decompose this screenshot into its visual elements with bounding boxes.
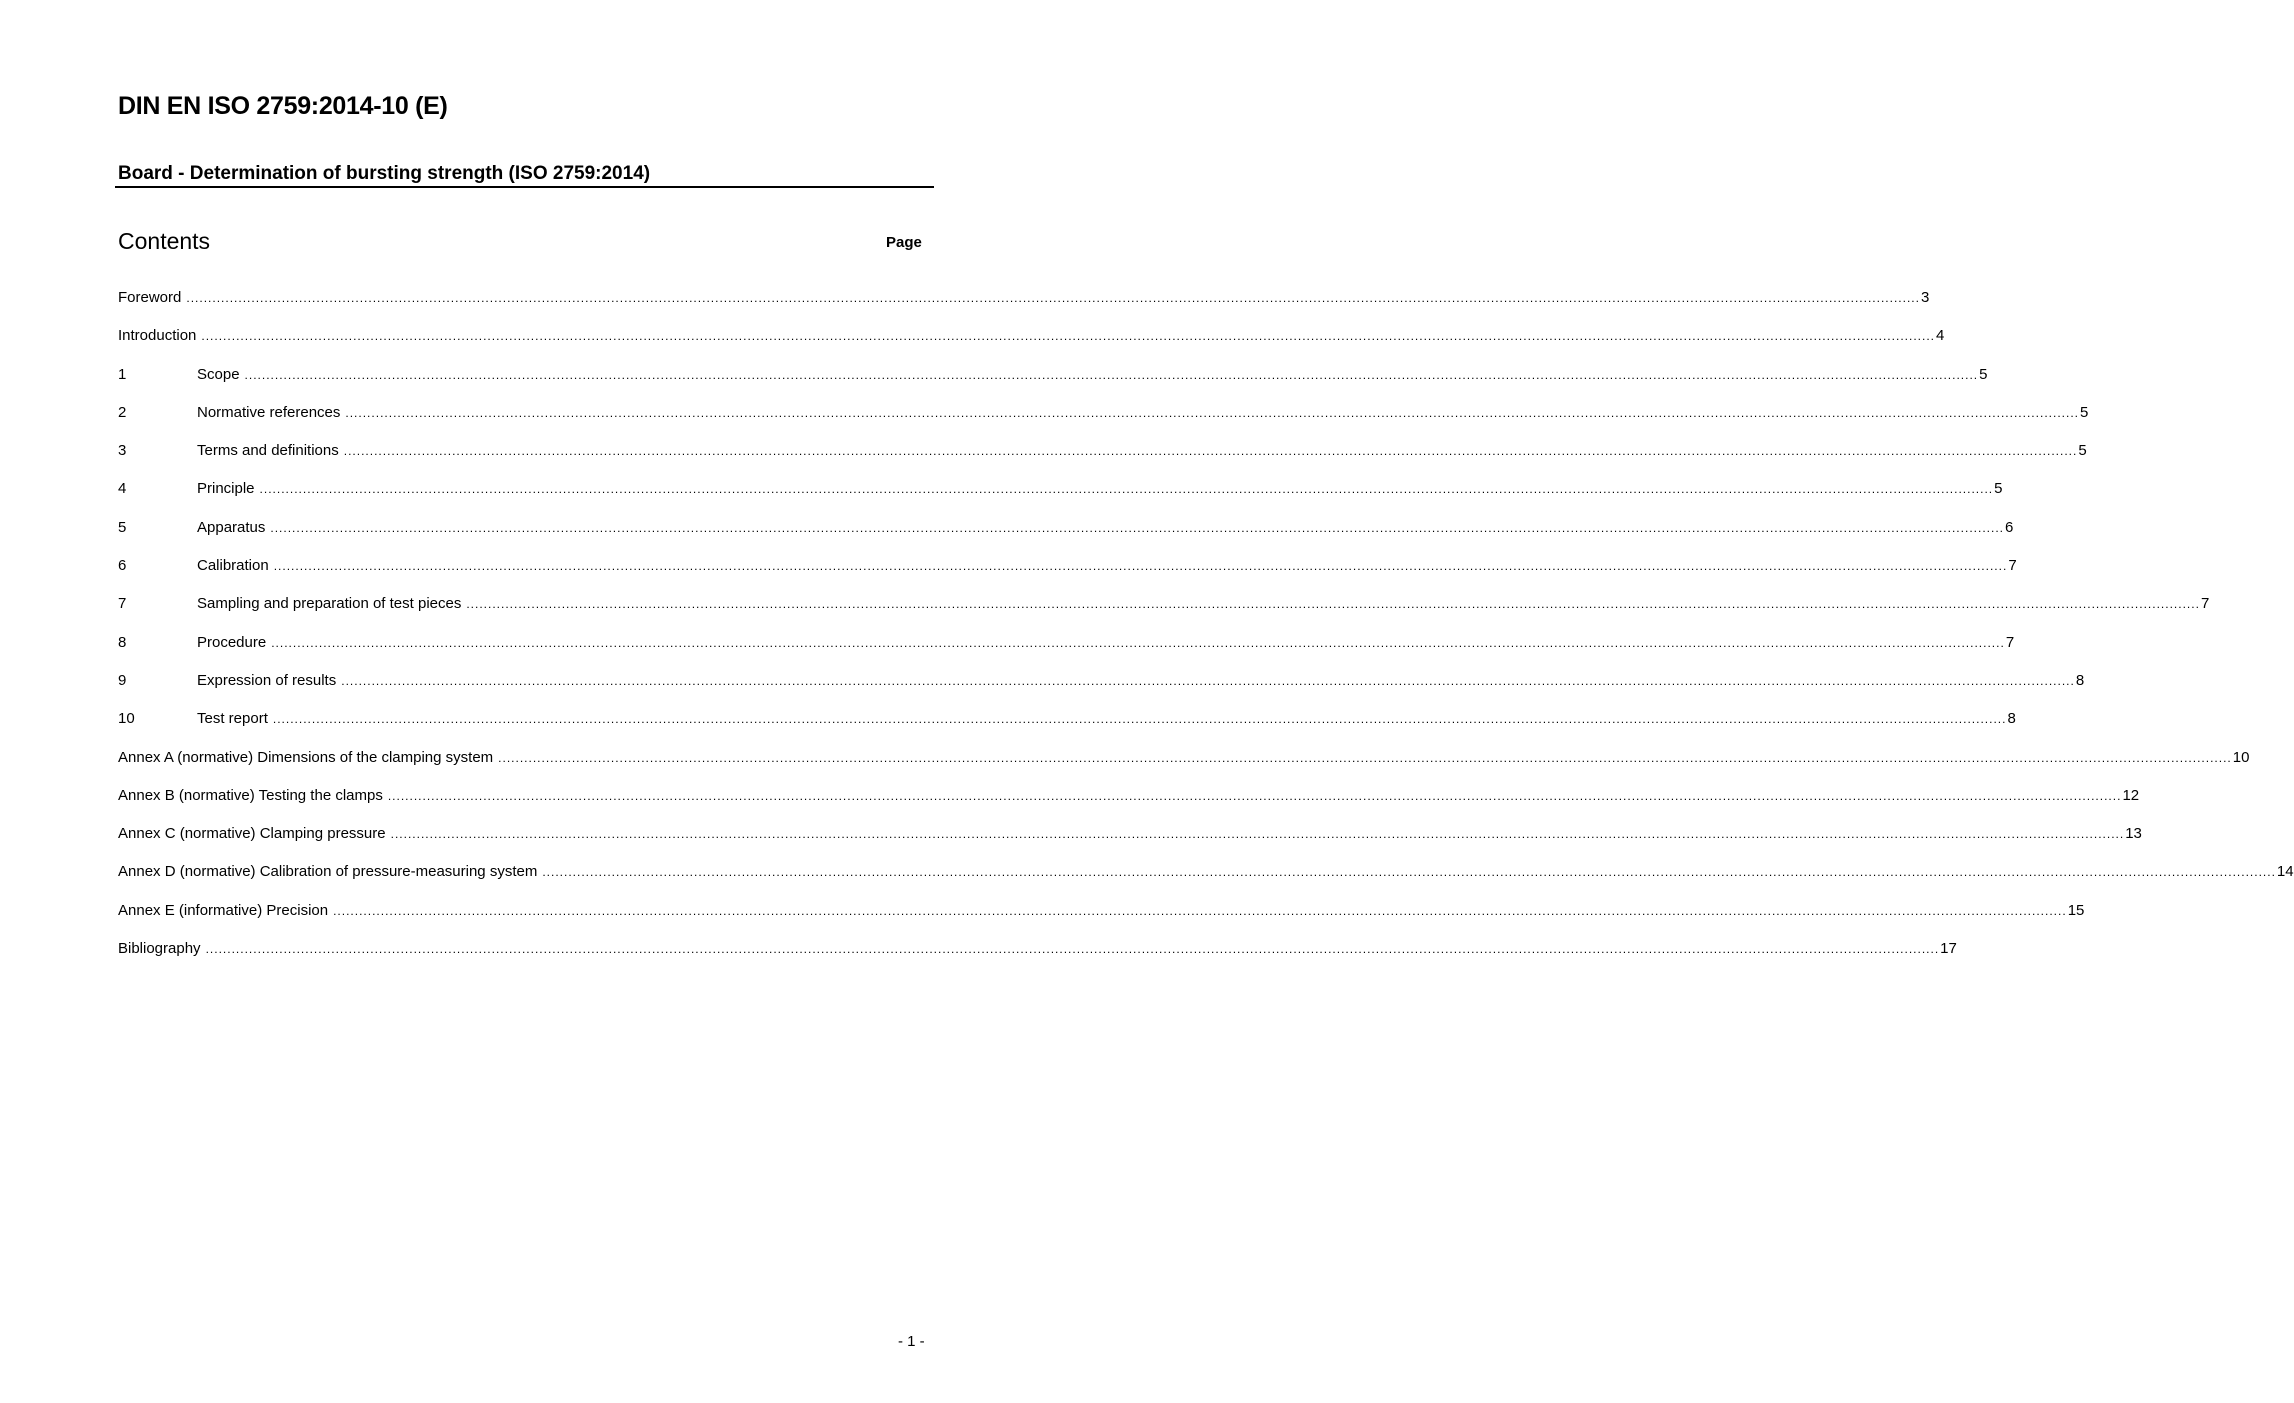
toc-entry[interactable] <box>118 863 2294 901</box>
toc-entry-title: Introduction <box>118 327 197 345</box>
toc-entry-number: 10 <box>118 710 135 728</box>
toc-entry-number: 1 <box>118 365 127 383</box>
toc-entry-title: Annex D (normative) Calibration of pressure-measuring system <box>118 863 538 881</box>
toc-entry[interactable] <box>118 289 1930 327</box>
contents-heading: Contents <box>118 228 211 254</box>
subtitle-underline-rule <box>115 186 934 188</box>
toc-entry-page: 7 <box>2200 595 2210 613</box>
toc-dot-leader: ................................................................................................................................................................................................................................................................................................................................................................................................................ <box>466 597 2200 612</box>
page-number-footer: - 1 - <box>898 1333 925 1350</box>
toc-entry-title: Expression of results <box>197 671 337 689</box>
page-column-heading: Page <box>886 234 922 251</box>
toc-entry-title: Terms and definitions <box>197 442 339 460</box>
toc-entry-title: Sampling and preparation of test pieces <box>197 595 462 613</box>
toc-dot-leader: ................................................................................................................................................................................................................................................................................................................................................................................................................ <box>387 788 2122 803</box>
toc-entry[interactable] <box>118 327 1945 365</box>
toc-entry-page: 15 <box>2067 901 2085 919</box>
toc-entry-page: 17 <box>1940 940 1957 958</box>
toc-entry[interactable] <box>118 901 2085 940</box>
toc-entry-title: Procedure <box>197 633 267 651</box>
toc-entry[interactable] <box>118 403 2089 442</box>
toc-entry[interactable] <box>118 365 1988 404</box>
toc-entry[interactable] <box>118 633 2015 672</box>
toc-entry-page: 13 <box>2125 825 2142 843</box>
toc-entry-title: Annex A (normative) Dimensions of the clamping system <box>118 748 494 766</box>
toc-dot-leader: ................................................................................................................................................................................................................................................................................................................................................................................................................ <box>186 291 1920 305</box>
toc-entry-title: Foreword <box>118 289 182 306</box>
toc-entry-page: 10 <box>2232 748 2250 766</box>
toc-entry[interactable] <box>118 710 2016 748</box>
toc-entry-title: Annex B (normative) Testing the clamps <box>118 786 383 804</box>
toc-entry-title: Annex E (informative) Precision <box>118 901 329 919</box>
toc-entry-page: 7 <box>2005 633 2015 651</box>
toc-entry-number: 2 <box>118 403 127 421</box>
document-title: DIN EN ISO 2759:2014-10 (E) <box>118 92 448 120</box>
toc-entry-title: Apparatus <box>197 518 266 536</box>
toc-entry[interactable] <box>118 442 2087 480</box>
toc-entry-page: 5 <box>2079 403 2089 421</box>
toc-dot-leader: ................................................................................................................................................................................................................................................................................................................................................................................................................ <box>341 673 2075 688</box>
toc-entry[interactable] <box>118 825 2142 863</box>
toc-entry[interactable] <box>118 595 2210 633</box>
toc-entry[interactable] <box>118 671 2085 710</box>
toc-entry-number: 9 <box>118 671 127 689</box>
toc-entry-page: 8 <box>2075 671 2085 689</box>
table-of-contents <box>118 289 2294 978</box>
toc-dot-leader: ................................................................................................................................................................................................................................................................................................................................................................................................................ <box>390 827 2125 842</box>
toc-entry-title: Test report <box>197 710 268 728</box>
toc-entry-number: 7 <box>118 595 127 613</box>
toc-dot-leader: ................................................................................................................................................................................................................................................................................................................................................................................................................ <box>272 712 2007 727</box>
toc-entry-number: 3 <box>118 442 127 460</box>
toc-entry-page: 3 <box>1920 289 1930 306</box>
toc-entry-page: 4 <box>1935 327 1945 345</box>
toc-entry[interactable] <box>118 748 2250 787</box>
toc-entry-title: Scope <box>197 365 240 383</box>
toc-entry-title: Bibliography <box>118 940 201 958</box>
toc-entry[interactable] <box>118 557 2017 595</box>
toc-entry-title: Calibration <box>197 557 269 575</box>
toc-dot-leader: ................................................................................................................................................................................................................................................................................................................................................................................................................ <box>542 865 2276 880</box>
toc-dot-leader: ................................................................................................................................................................................................................................................................................................................................................................................................................ <box>345 405 2079 420</box>
toc-entry[interactable] <box>118 480 2003 518</box>
toc-entry-page: 7 <box>2008 557 2017 575</box>
toc-entry[interactable] <box>118 940 1957 978</box>
toc-dot-leader: ................................................................................................................................................................................................................................................................................................................................................................................................................ <box>270 520 2004 535</box>
toc-dot-leader: ................................................................................................................................................................................................................................................................................................................................................................................................................ <box>205 942 1940 957</box>
toc-entry-number: 6 <box>118 557 127 575</box>
toc-dot-leader: ................................................................................................................................................................................................................................................................................................................................................................................................................ <box>201 329 1935 344</box>
toc-entry-title: Normative references <box>197 403 341 421</box>
toc-entry-page: 6 <box>2004 518 2014 536</box>
toc-entry-number: 8 <box>118 633 127 651</box>
toc-entry-page: 12 <box>2122 786 2140 804</box>
toc-entry-page: 5 <box>1994 480 2003 498</box>
toc-dot-leader: ................................................................................................................................................................................................................................................................................................................................................................................................................ <box>343 444 2078 459</box>
toc-entry-number: 5 <box>118 518 127 536</box>
toc-entry-page: 14 <box>2276 863 2294 881</box>
toc-entry-page: 5 <box>2078 442 2087 460</box>
toc-entry-number: 4 <box>118 480 127 498</box>
document-subtitle: Board - Determination of bursting strength (ISO 2759:2014) <box>118 163 651 184</box>
toc-entry-title: Annex C (normative) Clamping pressure <box>118 825 386 843</box>
toc-dot-leader: ................................................................................................................................................................................................................................................................................................................................................................................................................ <box>244 367 1979 382</box>
toc-dot-leader: ................................................................................................................................................................................................................................................................................................................................................................................................................ <box>271 635 2005 650</box>
toc-dot-leader: ................................................................................................................................................................................................................................................................................................................................................................................................................ <box>259 482 1994 497</box>
toc-dot-leader: ................................................................................................................................................................................................................................................................................................................................................................................................................ <box>498 750 2232 765</box>
toc-entry-title: Principle <box>197 480 255 498</box>
toc-dot-leader: ................................................................................................................................................................................................................................................................................................................................................................................................................ <box>273 559 2008 574</box>
toc-entry-page: 8 <box>2007 710 2016 728</box>
toc-entry-page: 5 <box>1979 365 1988 383</box>
toc-dot-leader: ................................................................................................................................................................................................................................................................................................................................................................................................................ <box>333 903 2067 918</box>
toc-entry[interactable] <box>118 786 2140 825</box>
toc-entry[interactable] <box>118 518 2014 557</box>
